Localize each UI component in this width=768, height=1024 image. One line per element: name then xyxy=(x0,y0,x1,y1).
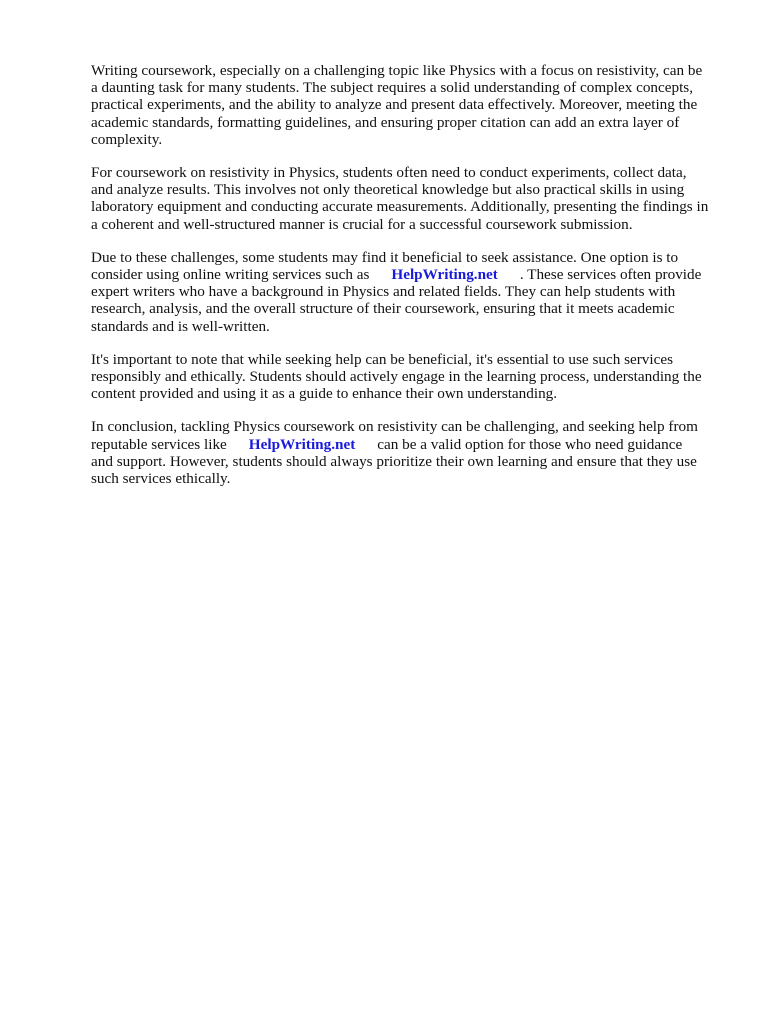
helpwriting-link[interactable]: HelpWriting.net xyxy=(248,435,356,453)
paragraph-conclusion xyxy=(91,418,731,487)
text-line-with-link xyxy=(91,266,731,283)
text-segment: consider using online writing services such as xyxy=(91,266,370,284)
text-line: expert writers who have a background in Physics and related fields. They can help students with xyxy=(91,283,676,301)
paragraph-intro xyxy=(91,62,731,148)
paragraph-ethics xyxy=(91,351,731,403)
text-line: a daunting task for many students. The subject requires a solid understanding of complex concepts, xyxy=(91,79,694,97)
text-line: In conclusion, tackling Physics coursework on resistivity can be challenging, and seeking help from xyxy=(91,418,698,436)
text-line: content provided and using it as a guide to enhance their own understanding. xyxy=(91,385,558,403)
text-segment: can be a valid option for those who need guidance xyxy=(377,435,683,453)
text-line: Due to these challenges, some students may find it beneficial to seek assistance. One option is to xyxy=(91,248,679,266)
text-line: academic standards, formatting guidelines, and ensuring proper citation can add an extra layer of xyxy=(91,113,680,131)
text-line: research, analysis, and the overall structure of their coursework, ensuring that it meets academic xyxy=(91,300,675,318)
text-line: Writing coursework, especially on a challenging topic like Physics with a focus on resistivity, can be xyxy=(91,62,703,79)
text-line: It's important to note that while seeking help can be beneficial, it's essential to use such services xyxy=(91,350,674,368)
document-page xyxy=(91,62,731,503)
text-line: complexity. xyxy=(91,130,163,148)
text-line: and analyze results. This involves not only theoretical knowledge but also practical skills in using xyxy=(91,181,685,199)
helpwriting-link[interactable]: HelpWriting.net xyxy=(391,266,498,284)
text-line: laboratory equipment and conducting accurate measurements. Additionally, presenting the findings in xyxy=(91,198,709,216)
text-line: practical experiments, and the ability to analyze and present data effectively. Moreover, meeting the xyxy=(91,96,698,114)
text-line: standards and is well-written. xyxy=(91,317,270,335)
text-line-with-link xyxy=(91,436,731,453)
paragraph-experiments xyxy=(91,164,731,233)
text-line: responsibly and ethically. Students should actively engage in the learning process, understanding the xyxy=(91,368,702,386)
text-line: and support. However, students should always prioritize their own learning and ensure that they use xyxy=(91,452,697,470)
paragraph-assistance xyxy=(91,249,731,335)
text-segment: reputable services like xyxy=(91,435,227,453)
text-segment: . These services often provide xyxy=(519,266,702,284)
text-line: For coursework on resistivity in Physics, students often need to conduct experiments, collect data, xyxy=(91,164,687,182)
text-line: such services ethically. xyxy=(91,470,231,488)
text-line: a coherent and well-structured manner is crucial for a successful coursework submission. xyxy=(91,215,633,233)
